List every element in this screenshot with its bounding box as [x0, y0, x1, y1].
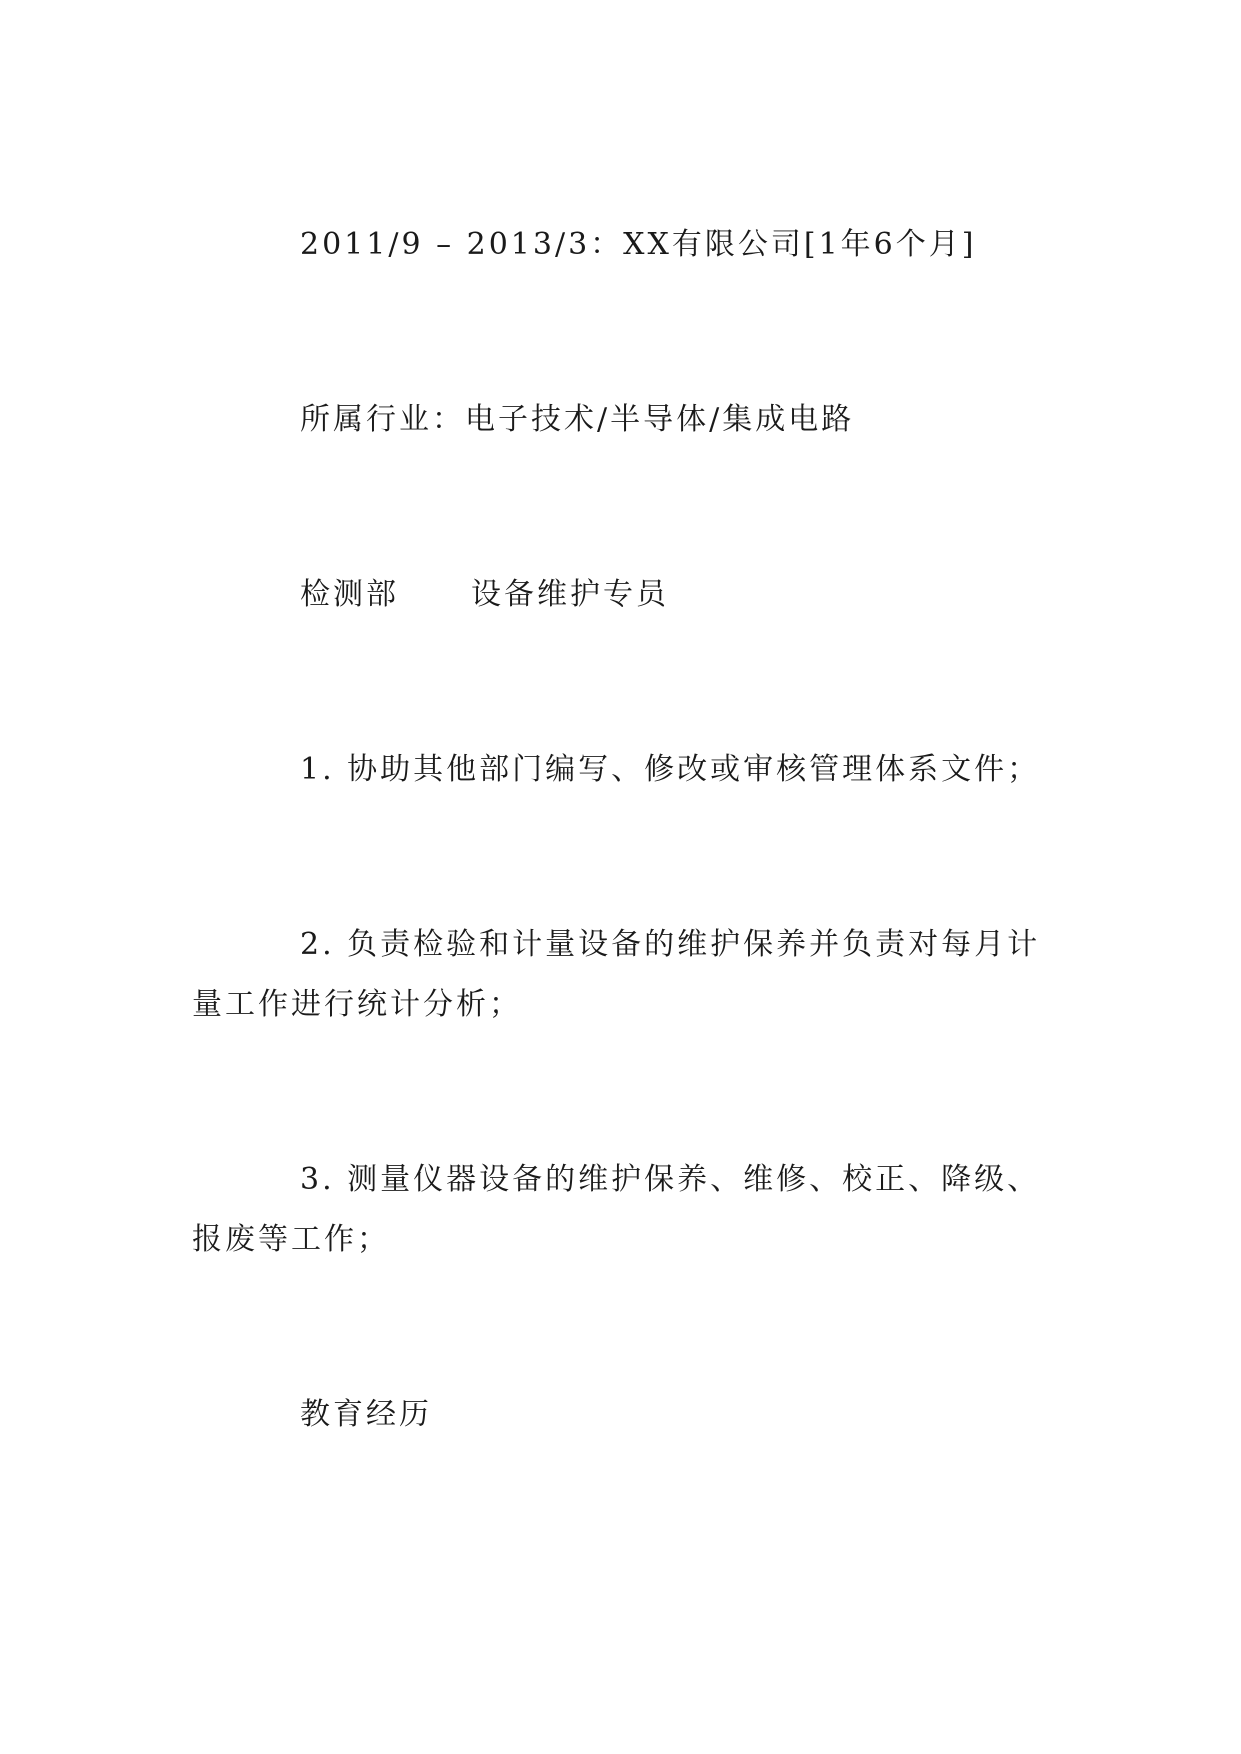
department-position-line [300, 577, 669, 612]
industry-line: 所属行业：电子技术/半导体/集成电路 [300, 402, 855, 437]
duty-item-1: 1. 协助其他部门编写、修改或审核管理体系文件； [300, 752, 1041, 787]
duty-item-3-line-1: 3. 测量仪器设备的维护保养、维修、校正、降级、 [300, 1162, 1041, 1197]
position-label: 设备维护专员 [471, 577, 669, 612]
duty-item-3-line-2: 报废等工作； [192, 1222, 390, 1257]
employment-period: 2011/9 – 2013/3：XX有限公司[1年6个月] [300, 227, 977, 262]
duty-item-2-line-2: 量工作进行统计分析； [192, 987, 522, 1022]
department-label: 检测部 [300, 577, 399, 612]
education-heading: 教育经历 [300, 1397, 432, 1432]
duty-item-2-line-1: 2. 负责检验和计量设备的维护保养并负责对每月计 [300, 927, 1041, 962]
